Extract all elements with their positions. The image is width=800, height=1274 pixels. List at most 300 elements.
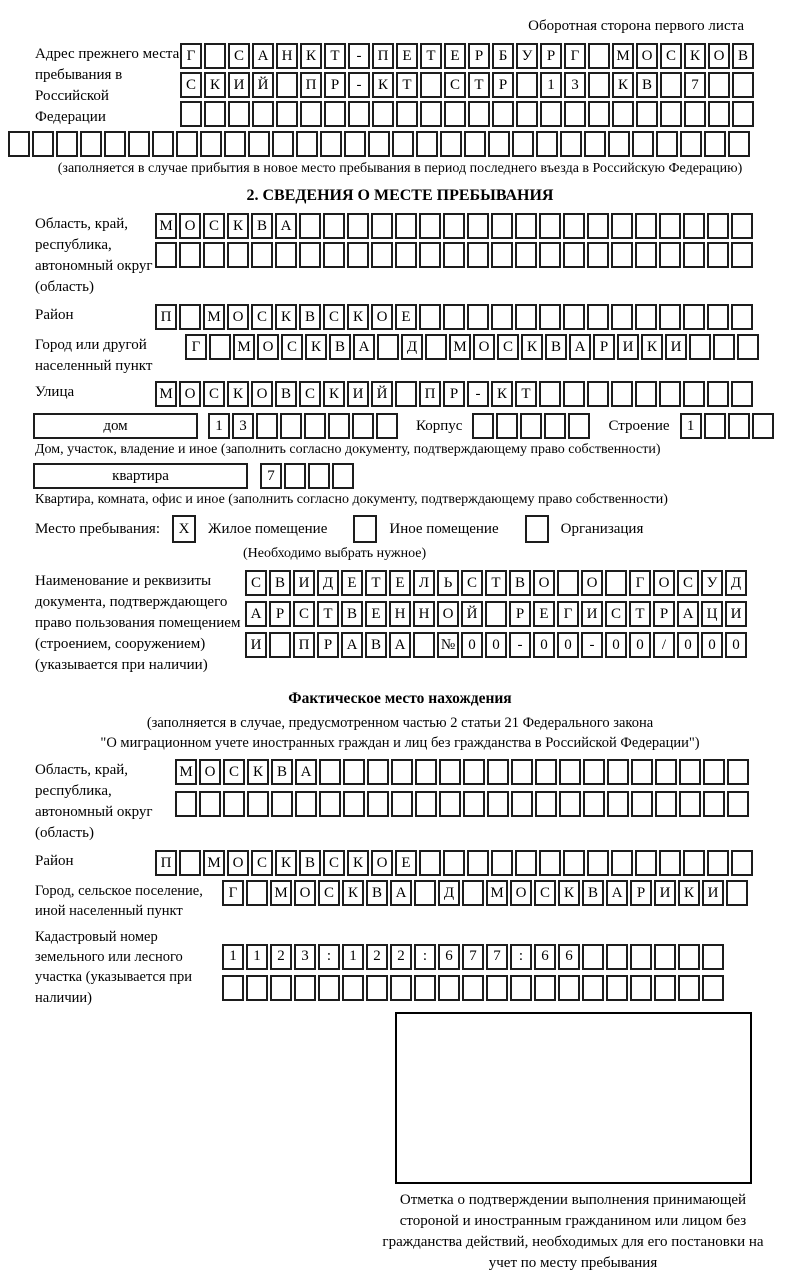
char-box bbox=[487, 791, 509, 817]
char-box: О bbox=[199, 759, 221, 785]
char-box: 6 bbox=[438, 944, 460, 970]
char-box: А bbox=[569, 334, 591, 360]
char-box bbox=[659, 304, 681, 330]
char-box: О bbox=[581, 570, 603, 596]
char-box bbox=[703, 759, 725, 785]
char-box: В bbox=[509, 570, 531, 596]
char-box bbox=[635, 304, 657, 330]
char-box: А bbox=[275, 213, 297, 239]
char-box bbox=[611, 242, 633, 268]
char-box bbox=[534, 975, 556, 1001]
char-box: М bbox=[203, 304, 225, 330]
char-box bbox=[224, 131, 246, 157]
char-box: Й bbox=[371, 381, 393, 407]
char-box bbox=[332, 463, 354, 489]
char-box bbox=[395, 381, 417, 407]
char-box bbox=[256, 413, 278, 439]
char-box: В bbox=[341, 601, 363, 627]
char-box: Й bbox=[461, 601, 483, 627]
char-box bbox=[704, 413, 726, 439]
char-box bbox=[252, 101, 274, 127]
char-box bbox=[732, 72, 754, 98]
char-box: Е bbox=[395, 850, 417, 876]
cadastral-label: Кадастровый номер земельного или лесного участка (указывается при наличии) bbox=[35, 928, 192, 1006]
char-box bbox=[467, 304, 489, 330]
other-premises-checkbox bbox=[353, 515, 379, 543]
building-label: Корпус bbox=[416, 417, 463, 434]
char-box: У bbox=[701, 570, 723, 596]
char-box bbox=[491, 213, 513, 239]
char-box bbox=[612, 101, 634, 127]
char-box bbox=[656, 131, 678, 157]
char-box bbox=[702, 944, 724, 970]
char-box bbox=[659, 242, 681, 268]
house-caption: Дом, участок, владение и иное (заполнить согласно документу, подтверждающему право собственности) bbox=[35, 442, 661, 457]
char-box bbox=[683, 381, 705, 407]
char-box bbox=[179, 304, 201, 330]
char-box: К bbox=[275, 850, 297, 876]
char-box: С bbox=[461, 570, 483, 596]
char-box bbox=[222, 975, 244, 1001]
char-box bbox=[539, 381, 561, 407]
char-box: - bbox=[348, 72, 370, 98]
char-box bbox=[540, 101, 562, 127]
char-box: О bbox=[227, 304, 249, 330]
char-box bbox=[414, 975, 436, 1001]
actual-city-field bbox=[35, 880, 800, 922]
char-box bbox=[563, 381, 585, 407]
house-row bbox=[33, 413, 800, 439]
actual-region-grid-row-2 bbox=[175, 791, 751, 817]
char-box: С bbox=[497, 334, 519, 360]
char-box bbox=[180, 101, 202, 127]
char-box: К bbox=[372, 72, 394, 98]
city-label: Город или другой населенный пункт bbox=[35, 337, 153, 374]
char-box bbox=[223, 791, 245, 817]
char-box bbox=[353, 515, 377, 543]
structure-grid-row bbox=[680, 413, 776, 439]
district-label: Район bbox=[35, 307, 74, 323]
char-box: 3 bbox=[294, 944, 316, 970]
char-box: И bbox=[245, 632, 267, 658]
char-box bbox=[443, 213, 465, 239]
char-box bbox=[605, 570, 627, 596]
char-box: С bbox=[323, 850, 345, 876]
char-box: А bbox=[252, 43, 274, 69]
char-box bbox=[683, 242, 705, 268]
char-box bbox=[678, 944, 700, 970]
char-box bbox=[487, 759, 509, 785]
building-grid-row bbox=[472, 413, 592, 439]
char-box bbox=[584, 131, 606, 157]
char-box: К bbox=[491, 381, 513, 407]
char-box: Т bbox=[317, 601, 339, 627]
char-box bbox=[607, 759, 629, 785]
char-box: В bbox=[251, 213, 273, 239]
char-box bbox=[462, 975, 484, 1001]
char-box bbox=[390, 975, 412, 1001]
char-box bbox=[587, 242, 609, 268]
char-box: А bbox=[353, 334, 375, 360]
char-box bbox=[611, 381, 633, 407]
region-label: Область, край, республика, автономный округ (область) bbox=[35, 216, 153, 295]
char-box bbox=[275, 242, 297, 268]
char-box: / bbox=[653, 632, 675, 658]
stay-place-row bbox=[35, 515, 800, 543]
char-box: 0 bbox=[461, 632, 483, 658]
char-box: К bbox=[300, 43, 322, 69]
char-box bbox=[128, 131, 150, 157]
char-box: Д bbox=[438, 880, 460, 906]
char-box: И bbox=[725, 601, 747, 627]
actual-district-label: Район bbox=[35, 853, 74, 870]
char-box bbox=[728, 413, 750, 439]
char-box: - bbox=[348, 43, 370, 69]
char-box: К bbox=[612, 72, 634, 98]
char-box: А bbox=[389, 632, 411, 658]
char-box: Т bbox=[485, 570, 507, 596]
char-box: С bbox=[444, 72, 466, 98]
char-box bbox=[491, 850, 513, 876]
char-box: С bbox=[203, 213, 225, 239]
char-box: 3 bbox=[232, 413, 254, 439]
char-box: С bbox=[293, 601, 315, 627]
title-document-label: Наименование и реквизиты документа, подтверждающего право пользования помещением (строением, сооружением) (указывается при наличии) bbox=[35, 573, 241, 673]
char-box: М bbox=[155, 213, 177, 239]
other-premises-option-label: Иное помещение bbox=[389, 520, 499, 537]
char-box bbox=[425, 334, 447, 360]
char-box bbox=[655, 759, 677, 785]
char-box: Д bbox=[317, 570, 339, 596]
char-box: 0 bbox=[557, 632, 579, 658]
char-box bbox=[247, 791, 269, 817]
char-box bbox=[678, 975, 700, 1001]
actual-location-subtitle-2: "О миграционном учете иностранных граждан и лиц без гражданства в Российской Федерации") bbox=[100, 734, 700, 751]
char-box: : bbox=[414, 944, 436, 970]
char-box: 1 bbox=[246, 944, 268, 970]
char-box: Г bbox=[222, 880, 244, 906]
char-box bbox=[679, 791, 701, 817]
char-box bbox=[654, 975, 676, 1001]
char-box: Н bbox=[413, 601, 435, 627]
char-box bbox=[439, 759, 461, 785]
actual-district-grid-row bbox=[155, 850, 755, 876]
stay-place-label: Место пребывания: bbox=[35, 520, 160, 537]
char-box: Р bbox=[324, 72, 346, 98]
char-box bbox=[726, 880, 748, 906]
char-box: С bbox=[605, 601, 627, 627]
char-box: 2 bbox=[366, 944, 388, 970]
char-box bbox=[269, 632, 291, 658]
title-document-grid-row-1 bbox=[245, 570, 749, 596]
char-box: Е bbox=[341, 570, 363, 596]
char-box bbox=[683, 213, 705, 239]
char-box: И bbox=[581, 601, 603, 627]
char-box bbox=[707, 381, 729, 407]
char-box: С bbox=[245, 570, 267, 596]
char-box: С bbox=[281, 334, 303, 360]
district-grid-row bbox=[155, 304, 755, 330]
dwelling-option-label: Жилое помещение bbox=[208, 520, 328, 537]
char-box: В bbox=[271, 759, 293, 785]
char-box bbox=[689, 334, 711, 360]
char-box bbox=[557, 570, 579, 596]
char-box bbox=[366, 975, 388, 1001]
char-box bbox=[707, 242, 729, 268]
char-box bbox=[246, 975, 268, 1001]
char-box bbox=[491, 304, 513, 330]
char-box bbox=[512, 131, 534, 157]
char-box bbox=[308, 463, 330, 489]
char-box bbox=[731, 242, 753, 268]
structure-label: Строение bbox=[608, 417, 670, 434]
char-box bbox=[539, 304, 561, 330]
char-box bbox=[415, 791, 437, 817]
char-box bbox=[299, 242, 321, 268]
title-document-grid-row-2 bbox=[245, 601, 749, 627]
char-box: С bbox=[534, 880, 556, 906]
char-box bbox=[419, 304, 441, 330]
char-box: Р bbox=[443, 381, 465, 407]
char-box bbox=[319, 759, 341, 785]
char-box: Т bbox=[420, 43, 442, 69]
char-box bbox=[420, 72, 442, 98]
char-box: В bbox=[299, 850, 321, 876]
char-box: К bbox=[347, 304, 369, 330]
char-box: В bbox=[275, 381, 297, 407]
char-box: 0 bbox=[725, 632, 747, 658]
actual-location-subtitle-1: (заполняется в случае, предусмотренном частью 2 статьи 21 Федерального закона bbox=[146, 715, 654, 731]
char-box: И bbox=[617, 334, 639, 360]
char-box bbox=[80, 131, 102, 157]
char-box: К bbox=[521, 334, 543, 360]
char-box bbox=[376, 413, 398, 439]
char-box bbox=[611, 304, 633, 330]
char-box bbox=[179, 242, 201, 268]
char-box bbox=[732, 101, 754, 127]
char-box bbox=[684, 101, 706, 127]
char-box bbox=[564, 101, 586, 127]
char-box: В bbox=[582, 880, 604, 906]
char-box bbox=[631, 759, 653, 785]
char-box bbox=[248, 131, 270, 157]
char-box: О bbox=[473, 334, 495, 360]
district-field bbox=[35, 304, 800, 330]
char-box bbox=[539, 242, 561, 268]
char-box bbox=[731, 304, 753, 330]
char-box: И bbox=[228, 72, 250, 98]
char-box bbox=[179, 850, 201, 876]
char-box: П bbox=[300, 72, 322, 98]
char-box: С bbox=[660, 43, 682, 69]
char-box bbox=[347, 242, 369, 268]
char-box bbox=[535, 791, 557, 817]
char-box: О bbox=[371, 304, 393, 330]
char-box bbox=[414, 880, 436, 906]
char-box bbox=[392, 131, 414, 157]
char-box: Р bbox=[509, 601, 531, 627]
char-box bbox=[319, 791, 341, 817]
char-box: О bbox=[636, 43, 658, 69]
char-box: Е bbox=[389, 570, 411, 596]
title-document-grid-row-3 bbox=[245, 632, 749, 658]
char-box bbox=[737, 334, 759, 360]
char-box bbox=[396, 101, 418, 127]
char-box: О bbox=[294, 880, 316, 906]
char-box: : bbox=[318, 944, 340, 970]
char-box bbox=[563, 242, 585, 268]
char-box bbox=[660, 72, 682, 98]
char-box bbox=[535, 759, 557, 785]
char-box: М bbox=[270, 880, 292, 906]
street-field bbox=[35, 381, 800, 407]
char-box bbox=[587, 381, 609, 407]
char-box bbox=[683, 850, 705, 876]
char-box: К bbox=[227, 381, 249, 407]
char-box bbox=[660, 101, 682, 127]
char-box: В bbox=[269, 570, 291, 596]
char-box bbox=[199, 791, 221, 817]
char-box bbox=[496, 413, 518, 439]
char-box: М bbox=[612, 43, 634, 69]
char-box: Р bbox=[492, 72, 514, 98]
char-box: Е bbox=[395, 304, 417, 330]
char-box: Т bbox=[396, 72, 418, 98]
char-box: О bbox=[510, 880, 532, 906]
char-box: А bbox=[341, 632, 363, 658]
char-box: 1 bbox=[540, 72, 562, 98]
char-box bbox=[515, 213, 537, 239]
char-box bbox=[104, 131, 126, 157]
char-box bbox=[485, 601, 507, 627]
char-box bbox=[472, 413, 494, 439]
char-box bbox=[655, 791, 677, 817]
char-box bbox=[683, 304, 705, 330]
char-box: Л bbox=[413, 570, 435, 596]
char-box: Т bbox=[324, 43, 346, 69]
char-box: К bbox=[678, 880, 700, 906]
char-box bbox=[246, 880, 268, 906]
char-box: С bbox=[677, 570, 699, 596]
char-box bbox=[391, 791, 413, 817]
char-box bbox=[588, 101, 610, 127]
char-box bbox=[611, 213, 633, 239]
char-box: С bbox=[203, 381, 225, 407]
char-box: У bbox=[516, 43, 538, 69]
registration-mark-caption: Отметка о подтверждении выполнения принимающей стороной и иностранным гражданином или лицом без гражданства действий, необходимых для его постановки на учет по месту пребывания bbox=[382, 1191, 764, 1271]
char-box bbox=[659, 213, 681, 239]
char-box bbox=[515, 850, 537, 876]
char-box bbox=[707, 850, 729, 876]
char-box bbox=[438, 975, 460, 1001]
char-box: П bbox=[419, 381, 441, 407]
char-box: И bbox=[665, 334, 687, 360]
char-box: 2 bbox=[270, 944, 292, 970]
char-box: Р bbox=[468, 43, 490, 69]
char-box: : bbox=[510, 944, 532, 970]
prev-address-note: (заполняется в случае прибытия в новое место пребывания в период последнего въезда в Российскую Федерацию) bbox=[57, 161, 743, 176]
char-box: М bbox=[486, 880, 508, 906]
char-box bbox=[511, 791, 533, 817]
char-box: П bbox=[155, 850, 177, 876]
char-box: 7 bbox=[260, 463, 282, 489]
char-box bbox=[272, 131, 294, 157]
char-box: Й bbox=[252, 72, 274, 98]
char-box: В bbox=[366, 880, 388, 906]
char-box bbox=[152, 131, 174, 157]
char-box bbox=[587, 304, 609, 330]
char-box: С bbox=[223, 759, 245, 785]
char-box: Г bbox=[564, 43, 586, 69]
char-box: Р bbox=[317, 632, 339, 658]
char-box bbox=[510, 975, 532, 1001]
char-box bbox=[631, 791, 653, 817]
char-box bbox=[654, 944, 676, 970]
char-box bbox=[582, 975, 604, 1001]
char-box bbox=[415, 759, 437, 785]
char-box bbox=[515, 242, 537, 268]
char-box bbox=[708, 72, 730, 98]
char-box: П bbox=[155, 304, 177, 330]
char-box bbox=[284, 463, 306, 489]
actual-region-label: Область, край, республика, автономный округ (область) bbox=[35, 762, 153, 842]
char-box: В bbox=[299, 304, 321, 330]
char-box bbox=[328, 413, 350, 439]
char-box bbox=[323, 213, 345, 239]
char-box bbox=[276, 72, 298, 98]
char-box bbox=[702, 975, 724, 1001]
char-box: 0 bbox=[629, 632, 651, 658]
apartment-row bbox=[33, 463, 800, 489]
char-box bbox=[659, 850, 681, 876]
char-box bbox=[344, 131, 366, 157]
char-box: 0 bbox=[485, 632, 507, 658]
char-box: В bbox=[636, 72, 658, 98]
actual-district-field bbox=[35, 850, 800, 876]
char-box: К bbox=[347, 850, 369, 876]
title-document-field bbox=[35, 570, 800, 676]
street-label: Улица bbox=[35, 384, 75, 400]
house-grid-row bbox=[208, 413, 400, 439]
char-box bbox=[419, 213, 441, 239]
char-box bbox=[371, 213, 393, 239]
prev-address-label: Адрес прежнего места пребывания в Российской Федерации bbox=[35, 46, 180, 125]
char-box bbox=[539, 850, 561, 876]
char-box: В bbox=[365, 632, 387, 658]
char-box: О bbox=[179, 381, 201, 407]
char-box: 3 bbox=[564, 72, 586, 98]
char-box: Т bbox=[629, 601, 651, 627]
char-box: О bbox=[371, 850, 393, 876]
char-box bbox=[563, 304, 585, 330]
char-box bbox=[636, 101, 658, 127]
char-box: О bbox=[653, 570, 675, 596]
char-box bbox=[731, 381, 753, 407]
char-box bbox=[582, 944, 604, 970]
char-box bbox=[204, 43, 226, 69]
char-box bbox=[271, 791, 293, 817]
char-box bbox=[516, 72, 538, 98]
char-box bbox=[276, 101, 298, 127]
char-box: 7 bbox=[684, 72, 706, 98]
char-box bbox=[416, 131, 438, 157]
char-box bbox=[318, 975, 340, 1001]
char-box bbox=[558, 975, 580, 1001]
char-box bbox=[491, 242, 513, 268]
char-box bbox=[539, 213, 561, 239]
char-box: В bbox=[545, 334, 567, 360]
char-box bbox=[420, 101, 442, 127]
